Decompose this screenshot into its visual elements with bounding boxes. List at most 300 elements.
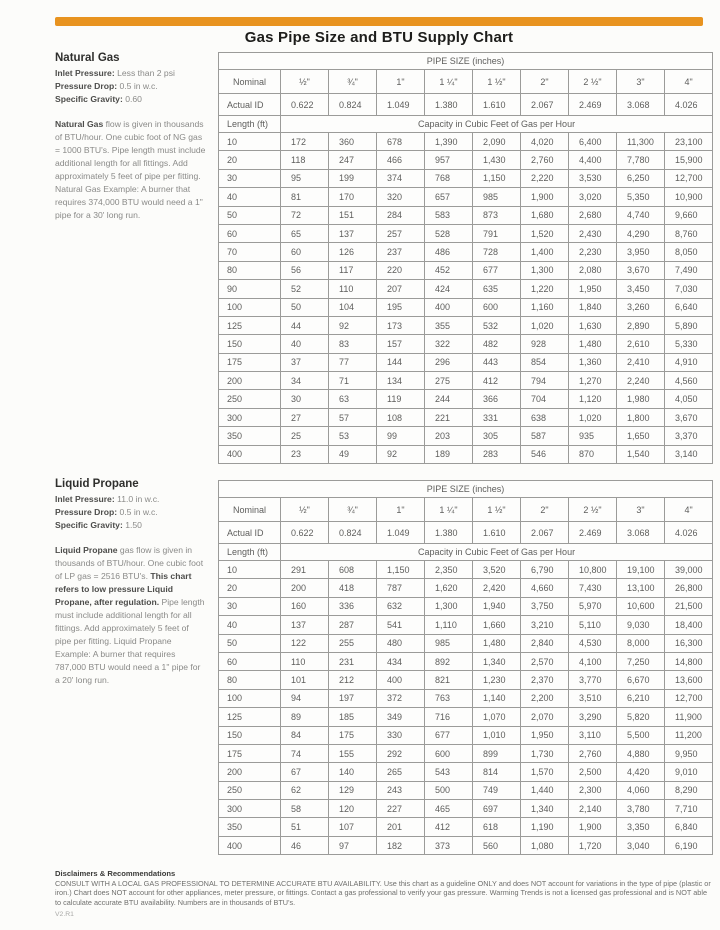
- capacity-value: 5,350: [617, 188, 665, 206]
- capacity-value: 291: [281, 561, 329, 579]
- capacity-value: 2,840: [521, 634, 569, 652]
- capacity-value: 791: [473, 224, 521, 242]
- pressure-drop-line: [55, 506, 207, 519]
- capacity-value: 8,050: [665, 243, 713, 261]
- capacity-value: 16,300: [665, 634, 713, 652]
- length-value: 20: [219, 151, 281, 169]
- capacity-value: 7,250: [617, 652, 665, 670]
- actual-id-value: 0.622: [281, 522, 329, 544]
- capacity-value: 287: [329, 616, 377, 634]
- pressure-drop-label: Pressure Drop:: [55, 81, 118, 91]
- capacity-value: 137: [329, 224, 377, 242]
- pressure-drop-value: 0.5 in w.c.: [117, 507, 158, 517]
- specific-gravity-value: 1.50: [122, 520, 142, 530]
- capacity-value: 265: [377, 763, 425, 781]
- capacity-value: 92: [329, 316, 377, 334]
- table-row: [219, 445, 713, 463]
- table-row: [219, 561, 713, 579]
- capacity-value: 1,520: [521, 224, 569, 242]
- capacity-value: 71: [329, 372, 377, 390]
- paragraph-body-1: gas flow is given in thousands of BTU/hour. One cubic foot of LP gas = 2516 BTU's.: [55, 545, 204, 581]
- capacity-value: 3,040: [617, 836, 665, 854]
- capacity-value: 2,370: [521, 671, 569, 689]
- liquid-propane-capacity-table: [218, 480, 713, 855]
- length-value: 40: [219, 188, 281, 206]
- capacity-value: 1,070: [473, 708, 521, 726]
- table-row: [219, 169, 713, 187]
- length-value: 30: [219, 597, 281, 615]
- capacity-value: 2,430: [569, 224, 617, 242]
- capacity-value: 452: [425, 261, 473, 279]
- table-row: [219, 800, 713, 818]
- capacity-value: 126: [329, 243, 377, 261]
- capacity-value: 120: [329, 800, 377, 818]
- capacity-value: 2,090: [473, 133, 521, 151]
- capacity-value: 678: [377, 133, 425, 151]
- capacity-value: 1,480: [473, 634, 521, 652]
- capacity-value: 6,790: [521, 561, 569, 579]
- actual-id-value: 4.026: [665, 94, 713, 116]
- capacity-value: 2,760: [521, 151, 569, 169]
- actual-id-value: 2.067: [521, 94, 569, 116]
- table-row: [219, 652, 713, 670]
- capacity-value: 140: [329, 763, 377, 781]
- capacity-value: 763: [425, 689, 473, 707]
- capacity-value: 200: [281, 579, 329, 597]
- actual-id-value: 2.469: [569, 522, 617, 544]
- capacity-value: 5,970: [569, 597, 617, 615]
- capacity-value: 49: [329, 445, 377, 463]
- inlet-pressure-label: Inlet Pressure:: [55, 494, 115, 504]
- length-value: 90: [219, 280, 281, 298]
- capacity-value: 14,800: [665, 652, 713, 670]
- actual-id-value: 2.067: [521, 522, 569, 544]
- capacity-value: 5,500: [617, 726, 665, 744]
- capacity-value: 1,480: [569, 335, 617, 353]
- capacity-value: 30: [281, 390, 329, 408]
- length-value: 150: [219, 335, 281, 353]
- capacity-value: 443: [473, 353, 521, 371]
- nominal-size: 1": [377, 498, 425, 522]
- disclaimer-heading: Disclaimers & Recommendations: [55, 869, 176, 878]
- capacity-value: 9,010: [665, 763, 713, 781]
- capacity-value: 56: [281, 261, 329, 279]
- capacity-value: 101: [281, 671, 329, 689]
- capacity-value: 1,010: [473, 726, 521, 744]
- table-row: [219, 597, 713, 615]
- capacity-value: 197: [329, 689, 377, 707]
- version-label: V2.R1: [55, 911, 74, 919]
- capacity-value: 12,700: [665, 689, 713, 707]
- capacity-value: 11,200: [665, 726, 713, 744]
- actual-id-value: 3.068: [617, 94, 665, 116]
- capacity-value: 13,100: [617, 579, 665, 597]
- capacity-value: 46: [281, 836, 329, 854]
- capacity-value: 3,520: [473, 561, 521, 579]
- capacity-value: 583: [425, 206, 473, 224]
- capacity-value: 6,190: [665, 836, 713, 854]
- pressure-drop-label: Pressure Drop:: [55, 507, 118, 517]
- capacity-value: 600: [425, 744, 473, 762]
- nominal-size: 4": [665, 70, 713, 94]
- capacity-value: 3,140: [665, 445, 713, 463]
- length-value: 60: [219, 652, 281, 670]
- capacity-value: 1,300: [521, 261, 569, 279]
- capacity-value: 1,730: [521, 744, 569, 762]
- capacity-value: 1,220: [521, 280, 569, 298]
- capacity-value: 482: [473, 335, 521, 353]
- actual-id-value: 1.380: [425, 522, 473, 544]
- inlet-pressure-value: Less than 2 psi: [114, 68, 175, 78]
- table-row: [219, 818, 713, 836]
- capacity-value: 18,400: [665, 616, 713, 634]
- capacity-value: 768: [425, 169, 473, 187]
- capacity-value: 412: [473, 372, 521, 390]
- capacity-value: 1,680: [521, 206, 569, 224]
- capacity-value: 1,230: [473, 671, 521, 689]
- capacity-value: 10,900: [665, 188, 713, 206]
- capacity-value: 257: [377, 224, 425, 242]
- disclaimer-section: [55, 869, 715, 920]
- table-row: [219, 744, 713, 762]
- capacity-value: 638: [521, 408, 569, 426]
- disclaimer-body: CONSULT WITH A LOCAL GAS PROFESSIONAL TO DETERMINE ACCURATE BTU AVAILABILITY. Use this chart as a guideline ONLY and does NOT account for variations in the type of pipe (plastic or iron.) Chart does NOT account for other appliances, meter pressure, or fittings. Contact a gas professional to verify your gas pressure. Warming Trends is not a licensed gas professional and is NOT able to calculate accurate BTU availability. Numbers are in thousands of BTU's.: [55, 878, 711, 907]
- capacity-value: 560: [473, 836, 521, 854]
- table-row: [219, 206, 713, 224]
- capacity-value: 15,900: [665, 151, 713, 169]
- capacity-value: 8,760: [665, 224, 713, 242]
- actual-id-value: 0.824: [329, 522, 377, 544]
- table-row: [219, 689, 713, 707]
- capacity-value: 1,300: [425, 597, 473, 615]
- capacity-value: 366: [473, 390, 521, 408]
- table-row: [219, 634, 713, 652]
- capacity-value: 985: [473, 188, 521, 206]
- capacity-value: 486: [425, 243, 473, 261]
- pressure-drop-line: [55, 80, 207, 93]
- length-value: 200: [219, 372, 281, 390]
- capacity-value: 543: [425, 763, 473, 781]
- paragraph-body: flow is given in thousands of BTU/hour. One cubic foot of NG gas = 1000 BTU's. Pipe length must include additional length for all fittings. Add approximately 5 feet of pipe per fitting. Natural Gas Example: A burner that requires 374,000 BTU would need a 1" pipe for a 30' long run.: [55, 119, 206, 220]
- capacity-value: 374: [377, 169, 425, 187]
- capacity-value: 1,540: [617, 445, 665, 463]
- length-value: 80: [219, 261, 281, 279]
- nominal-size: 1": [377, 70, 425, 94]
- length-value: 70: [219, 243, 281, 261]
- capacity-value: 13,600: [665, 671, 713, 689]
- capacity-value: 892: [425, 652, 473, 670]
- table-row: [219, 427, 713, 445]
- capacity-value: 2,890: [617, 316, 665, 334]
- capacity-header-row: [219, 116, 713, 133]
- capacity-value: 95: [281, 169, 329, 187]
- nominal-size: 2": [521, 70, 569, 94]
- length-value: 150: [219, 726, 281, 744]
- capacity-value: 6,640: [665, 298, 713, 316]
- capacity-value: 677: [425, 726, 473, 744]
- capacity-header: Capacity in Cubic Feet of Gas per Hour: [281, 544, 713, 561]
- capacity-value: 5,820: [617, 708, 665, 726]
- length-value: 10: [219, 133, 281, 151]
- capacity-value: 3,510: [569, 689, 617, 707]
- capacity-value: 7,710: [665, 800, 713, 818]
- capacity-value: 110: [329, 280, 377, 298]
- length-value: 40: [219, 616, 281, 634]
- capacity-value: 10,600: [617, 597, 665, 615]
- capacity-value: 600: [473, 298, 521, 316]
- capacity-value: 26,800: [665, 579, 713, 597]
- table-row: [219, 224, 713, 242]
- capacity-value: 532: [473, 316, 521, 334]
- pipe-size-header: PIPE SIZE (inches): [219, 481, 713, 498]
- capacity-value: 4,530: [569, 634, 617, 652]
- length-value: 300: [219, 408, 281, 426]
- nominal-size: ½": [281, 498, 329, 522]
- length-value: 125: [219, 708, 281, 726]
- capacity-value: 821: [425, 671, 473, 689]
- capacity-value: 1,950: [521, 726, 569, 744]
- capacity-value: 81: [281, 188, 329, 206]
- capacity-value: 284: [377, 206, 425, 224]
- paragraph-lead: Natural Gas: [55, 119, 104, 129]
- length-value: 50: [219, 206, 281, 224]
- capacity-value: 74: [281, 744, 329, 762]
- capacity-value: 227: [377, 800, 425, 818]
- capacity-value: 151: [329, 206, 377, 224]
- capacity-value: 1,340: [473, 652, 521, 670]
- capacity-value: 1,020: [521, 316, 569, 334]
- capacity-value: 3,290: [569, 708, 617, 726]
- capacity-value: 3,370: [665, 427, 713, 445]
- capacity-value: 243: [377, 781, 425, 799]
- capacity-value: 57: [329, 408, 377, 426]
- capacity-value: 1,340: [521, 800, 569, 818]
- nominal-size-row: [219, 70, 713, 94]
- capacity-value: 331: [473, 408, 521, 426]
- capacity-value: 92: [377, 445, 425, 463]
- capacity-value: 3,750: [521, 597, 569, 615]
- capacity-value: 336: [329, 597, 377, 615]
- inlet-pressure-label: Inlet Pressure:: [55, 68, 115, 78]
- inlet-pressure-value: 11.0 in w.c.: [114, 494, 160, 504]
- capacity-value: 935: [569, 427, 617, 445]
- capacity-value: 4,020: [521, 133, 569, 151]
- capacity-value: 3,670: [617, 261, 665, 279]
- nominal-label: Nominal: [219, 70, 281, 94]
- capacity-value: 110: [281, 652, 329, 670]
- capacity-value: 1,660: [473, 616, 521, 634]
- capacity-value: 9,950: [665, 744, 713, 762]
- capacity-value: 1,900: [569, 818, 617, 836]
- capacity-value: 6,840: [665, 818, 713, 836]
- capacity-value: 10,800: [569, 561, 617, 579]
- pressure-drop-value: 0.5 in w.c.: [117, 81, 158, 91]
- nominal-size: 1 ¼": [425, 498, 473, 522]
- capacity-value: 1,270: [569, 372, 617, 390]
- capacity-value: 77: [329, 353, 377, 371]
- capacity-value: 207: [377, 280, 425, 298]
- table-row: [219, 708, 713, 726]
- length-value: 60: [219, 224, 281, 242]
- capacity-value: 189: [425, 445, 473, 463]
- capacity-value: 296: [425, 353, 473, 371]
- nominal-size: 1 ½": [473, 70, 521, 94]
- capacity-value: 1,110: [425, 616, 473, 634]
- page-title: Gas Pipe Size and BTU Supply Chart: [244, 29, 514, 46]
- nominal-size: 3": [617, 498, 665, 522]
- capacity-value: 83: [329, 335, 377, 353]
- length-value: 175: [219, 744, 281, 762]
- capacity-value: 5,330: [665, 335, 713, 353]
- capacity-value: 305: [473, 427, 521, 445]
- length-value: 10: [219, 561, 281, 579]
- actual-id-value: 0.824: [329, 94, 377, 116]
- capacity-value: 220: [377, 261, 425, 279]
- capacity-value: 2,080: [569, 261, 617, 279]
- capacity-value: 203: [425, 427, 473, 445]
- capacity-value: 19,100: [617, 561, 665, 579]
- table-row: [219, 836, 713, 854]
- actual-id-value: 0.622: [281, 94, 329, 116]
- capacity-value: 4,060: [617, 781, 665, 799]
- capacity-value: 7,490: [665, 261, 713, 279]
- capacity-value: 62: [281, 781, 329, 799]
- capacity-value: 8,290: [665, 781, 713, 799]
- capacity-value: 541: [377, 616, 425, 634]
- paragraph-bold-note: This chart refers to low pressure Liquid Propane, after regulation.: [55, 571, 192, 607]
- capacity-value: 1,440: [521, 781, 569, 799]
- capacity-value: 104: [329, 298, 377, 316]
- capacity-value: 173: [377, 316, 425, 334]
- capacity-value: 418: [329, 579, 377, 597]
- length-value: 250: [219, 781, 281, 799]
- capacity-value: 985: [425, 634, 473, 652]
- capacity-value: 1,430: [473, 151, 521, 169]
- actual-id-label: Actual ID: [219, 522, 281, 544]
- capacity-value: 107: [329, 818, 377, 836]
- capacity-value: 27: [281, 408, 329, 426]
- table-row: [219, 316, 713, 334]
- capacity-value: 122: [281, 634, 329, 652]
- capacity-value: 9,660: [665, 206, 713, 224]
- actual-id-value: 1.049: [377, 94, 425, 116]
- specific-gravity-value: 0.60: [122, 94, 142, 104]
- capacity-value: 1,900: [521, 188, 569, 206]
- capacity-value: 182: [377, 836, 425, 854]
- natural-gas-heading: Natural Gas: [55, 52, 120, 64]
- capacity-value: 1,620: [425, 579, 473, 597]
- capacity-value: 53: [329, 427, 377, 445]
- capacity-value: 3,260: [617, 298, 665, 316]
- capacity-value: 67: [281, 763, 329, 781]
- nominal-label: Nominal: [219, 498, 281, 522]
- capacity-value: 2,350: [425, 561, 473, 579]
- capacity-value: 6,250: [617, 169, 665, 187]
- capacity-value: 677: [473, 261, 521, 279]
- capacity-value: 528: [425, 224, 473, 242]
- capacity-value: 870: [569, 445, 617, 463]
- capacity-value: 657: [425, 188, 473, 206]
- actual-id-row: [219, 94, 713, 116]
- length-label: Length (ft): [219, 116, 281, 133]
- capacity-value: 1,150: [377, 561, 425, 579]
- capacity-value: 170: [329, 188, 377, 206]
- capacity-value: 108: [377, 408, 425, 426]
- capacity-value: 137: [281, 616, 329, 634]
- nominal-size: ¾": [329, 70, 377, 94]
- actual-id-value: 1.610: [473, 94, 521, 116]
- capacity-value: 11,900: [665, 708, 713, 726]
- capacity-value: 1,980: [617, 390, 665, 408]
- capacity-value: 5,890: [665, 316, 713, 334]
- capacity-value: 21,500: [665, 597, 713, 615]
- capacity-value: 11,300: [617, 133, 665, 151]
- capacity-value: 72: [281, 206, 329, 224]
- natural-gas-info-panel: [55, 52, 207, 222]
- capacity-value: 704: [521, 390, 569, 408]
- length-value: 100: [219, 298, 281, 316]
- capacity-value: 3,950: [617, 243, 665, 261]
- capacity-header: Capacity in Cubic Feet of Gas per Hour: [281, 116, 713, 133]
- capacity-value: 7,780: [617, 151, 665, 169]
- capacity-value: 172: [281, 133, 329, 151]
- nominal-size: ¾": [329, 498, 377, 522]
- capacity-value: 3,020: [569, 188, 617, 206]
- length-value: 400: [219, 445, 281, 463]
- table-row: [219, 298, 713, 316]
- pipe-size-header-row: [219, 481, 713, 498]
- capacity-value: 4,420: [617, 763, 665, 781]
- capacity-value: 4,740: [617, 206, 665, 224]
- capacity-value: 119: [377, 390, 425, 408]
- actual-id-value: 1.380: [425, 94, 473, 116]
- capacity-value: 129: [329, 781, 377, 799]
- capacity-value: 2,420: [473, 579, 521, 597]
- capacity-value: 899: [473, 744, 521, 762]
- capacity-value: 12,700: [665, 169, 713, 187]
- capacity-value: 2,500: [569, 763, 617, 781]
- capacity-value: 25: [281, 427, 329, 445]
- specific-gravity-line: [55, 93, 207, 106]
- capacity-value: 873: [473, 206, 521, 224]
- capacity-value: 2,240: [617, 372, 665, 390]
- capacity-value: 1,400: [521, 243, 569, 261]
- capacity-value: 175: [329, 726, 377, 744]
- capacity-value: 424: [425, 280, 473, 298]
- nominal-size: ½": [281, 70, 329, 94]
- accent-bar: [55, 17, 703, 26]
- capacity-value: 360: [329, 133, 377, 151]
- capacity-value: 3,110: [569, 726, 617, 744]
- capacity-value: 3,770: [569, 671, 617, 689]
- nominal-size: 2 ½": [569, 70, 617, 94]
- paragraph-lead: Liquid Propane: [55, 545, 118, 555]
- table-row: [219, 280, 713, 298]
- capacity-value: 23: [281, 445, 329, 463]
- capacity-value: 7,430: [569, 579, 617, 597]
- length-value: 200: [219, 763, 281, 781]
- capacity-value: 3,530: [569, 169, 617, 187]
- table-row: [219, 261, 713, 279]
- actual-id-value: 3.068: [617, 522, 665, 544]
- capacity-value: 1,840: [569, 298, 617, 316]
- capacity-value: 292: [377, 744, 425, 762]
- capacity-value: 787: [377, 579, 425, 597]
- table-row: [219, 133, 713, 151]
- length-value: 350: [219, 427, 281, 445]
- table-row: [219, 408, 713, 426]
- actual-id-value: 4.026: [665, 522, 713, 544]
